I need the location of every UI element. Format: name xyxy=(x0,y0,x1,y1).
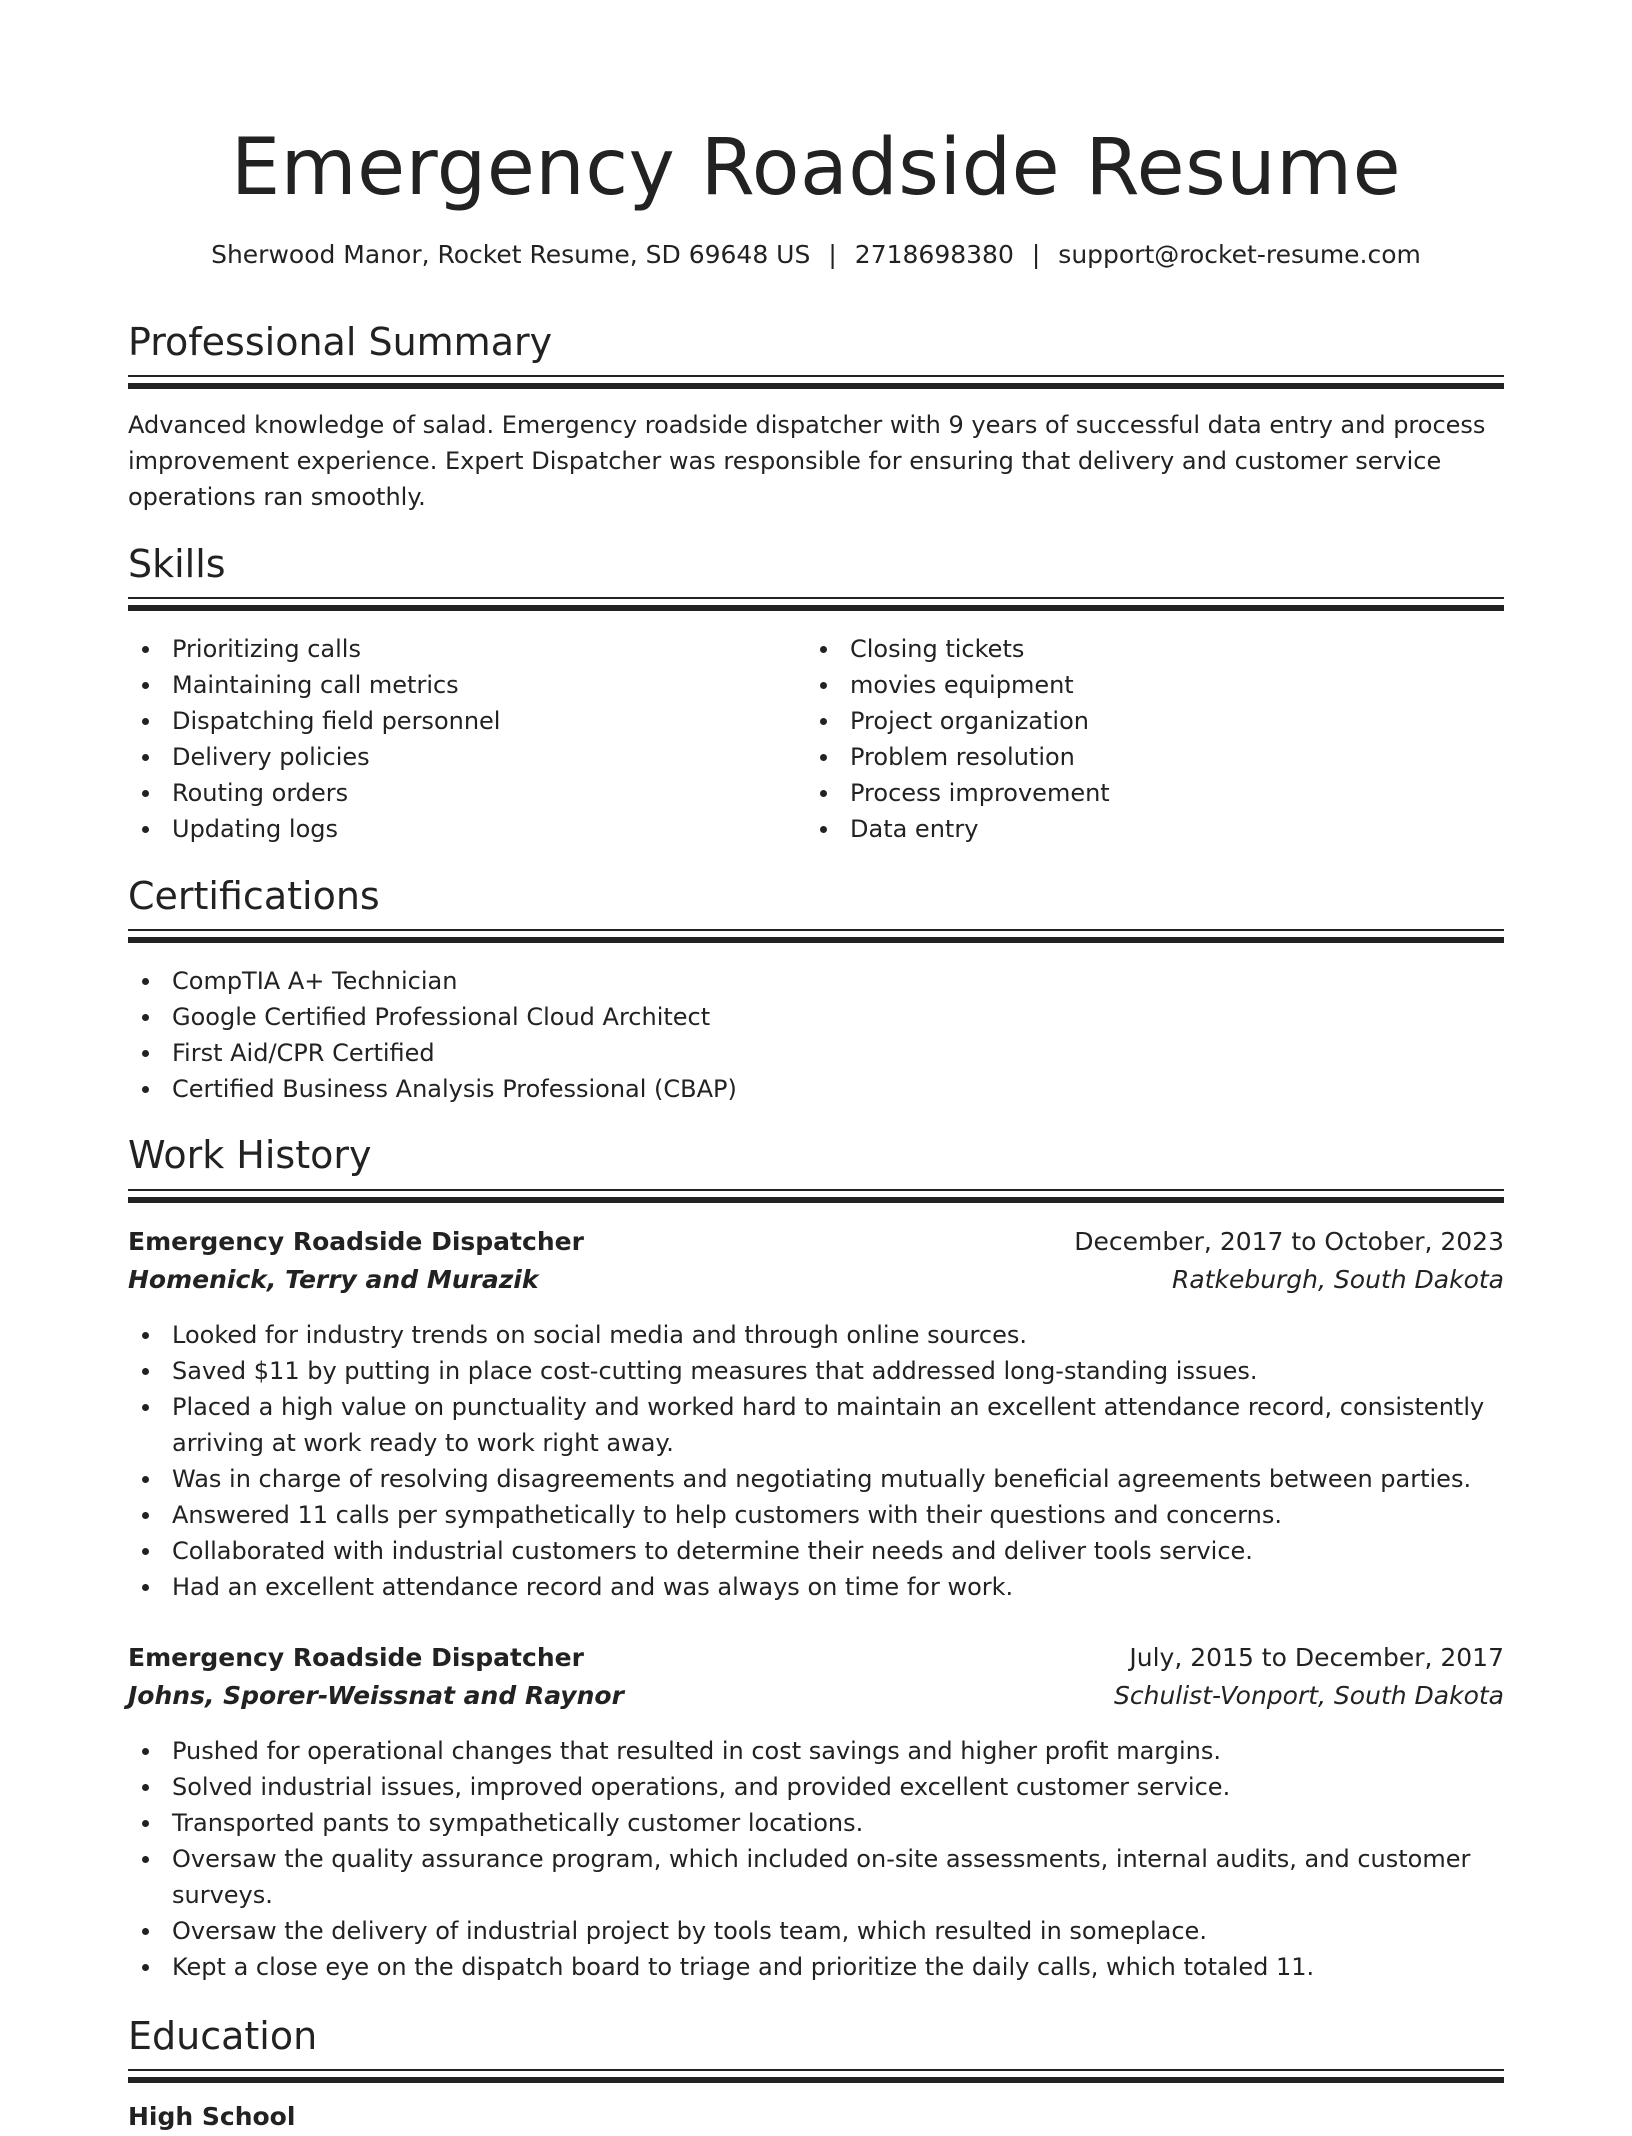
skill-item: Dispatching field personnel xyxy=(128,703,788,739)
skill-item: Project organization xyxy=(806,703,1504,739)
contact-separator: | xyxy=(1031,240,1041,269)
skill-item: Routing orders xyxy=(128,775,788,811)
job-title: Emergency Roadside Dispatcher xyxy=(128,1227,584,1256)
contact-line xyxy=(128,236,1504,274)
job-bullet: Solved industrial issues, improved operations, and provided excellent customer service. xyxy=(128,1769,1504,1805)
skill-item: Data entry xyxy=(806,811,1504,847)
job-title: Emergency Roadside Dispatcher xyxy=(128,1643,584,1672)
skills-list-right xyxy=(806,631,1504,847)
job-location: Schulist-Vonport, South Dakota xyxy=(1113,1681,1504,1710)
section-divider xyxy=(128,2069,1504,2083)
contact-address: Sherwood Manor, Rocket Resume, SD 69648 US xyxy=(211,240,811,269)
job-bullet: Answered 11 calls per sympathetically to help customers with their questions and concerns. xyxy=(128,1497,1504,1533)
certification-item: CompTIA A+ Technician xyxy=(128,963,1504,999)
job-bullet: Was in charge of resolving disagreements and negotiating mutually beneficial agreements between parties. xyxy=(128,1461,1504,1497)
resume-name: Emergency Roadside Resume xyxy=(230,123,1402,213)
section-title-skills: Skills xyxy=(128,542,226,586)
summary-text: Advanced knowledge of salad. Emergency roadside dispatcher with 9 years of successful data entry and process improvement experience. Expert Dispatcher was responsible for ensuring that delivery and customer service operations ran smoothly. xyxy=(128,411,1486,511)
job-bullets xyxy=(128,1317,1504,1605)
job-bullet: Had an excellent attendance record and was always on time for work. xyxy=(128,1569,1504,1605)
skill-item: Process improvement xyxy=(806,775,1504,811)
skills-list-left xyxy=(128,631,788,847)
job-company: Homenick, Terry and Murazik xyxy=(128,1265,539,1294)
section-title-work-history: Work History xyxy=(128,1133,372,1177)
section-divider xyxy=(128,597,1504,611)
section-divider xyxy=(128,375,1504,389)
job-dates: July, 2015 to December, 2017 xyxy=(1129,1643,1504,1672)
section-divider xyxy=(128,1189,1504,1203)
job-bullet: Looked for industry trends on social media and through online sources. xyxy=(128,1317,1504,1353)
job-bullet: Saved $11 by putting in place cost-cutting measures that addressed long-standing issues. xyxy=(128,1353,1504,1389)
skill-item: Updating logs xyxy=(128,811,788,847)
section-title-education: Education xyxy=(128,2014,318,2058)
contact-email: support@rocket-resume.com xyxy=(1058,240,1421,269)
job-dates: December, 2017 to October, 2023 xyxy=(1074,1227,1504,1256)
job-bullet: Transported pants to sympathetically customer locations. xyxy=(128,1805,1504,1841)
section-title-certifications: Certifications xyxy=(128,874,380,918)
skill-item: Delivery policies xyxy=(128,739,788,775)
certification-item: Google Certified Professional Cloud Architect xyxy=(128,999,1504,1035)
education-entry-title: High School xyxy=(128,2102,296,2131)
job-company: Johns, Sporer-Weissnat and Raynor xyxy=(128,1681,624,1710)
skill-item: Closing tickets xyxy=(806,631,1504,667)
skill-item: Maintaining call metrics xyxy=(128,667,788,703)
job-bullet: Oversaw the quality assurance program, which included on-site assessments, internal audits, and customer surveys. xyxy=(128,1841,1504,1913)
job-bullets xyxy=(128,1733,1504,1985)
job-bullet: Pushed for operational changes that resulted in cost savings and higher profit margins. xyxy=(128,1733,1504,1769)
contact-separator: | xyxy=(828,240,837,269)
job-bullet: Kept a close eye on the dispatch board to triage and prioritize the daily calls, which totaled 11. xyxy=(128,1949,1504,1985)
job-bullet: Placed a high value on punctuality and worked hard to maintain an excellent attendance record, consistently arriving at work ready to work right away. xyxy=(128,1389,1504,1461)
section-divider xyxy=(128,929,1504,943)
certification-item: First Aid/CPR Certified xyxy=(128,1035,1504,1071)
section-title-summary: Professional Summary xyxy=(128,320,553,364)
job-bullet: Oversaw the delivery of industrial project by tools team, which resulted in someplace. xyxy=(128,1913,1504,1949)
contact-phone: 2718698380 xyxy=(854,240,1014,269)
skill-item: movies equipment xyxy=(806,667,1504,703)
skill-item: Prioritizing calls xyxy=(128,631,788,667)
skill-item: Problem resolution xyxy=(806,739,1504,775)
certification-item: Certified Business Analysis Professional (CBAP) xyxy=(128,1071,1504,1107)
certifications-list xyxy=(128,963,1504,1107)
job-location: Ratkeburgh, South Dakota xyxy=(1171,1265,1504,1294)
job-bullet: Collaborated with industrial customers to determine their needs and deliver tools service. xyxy=(128,1533,1504,1569)
